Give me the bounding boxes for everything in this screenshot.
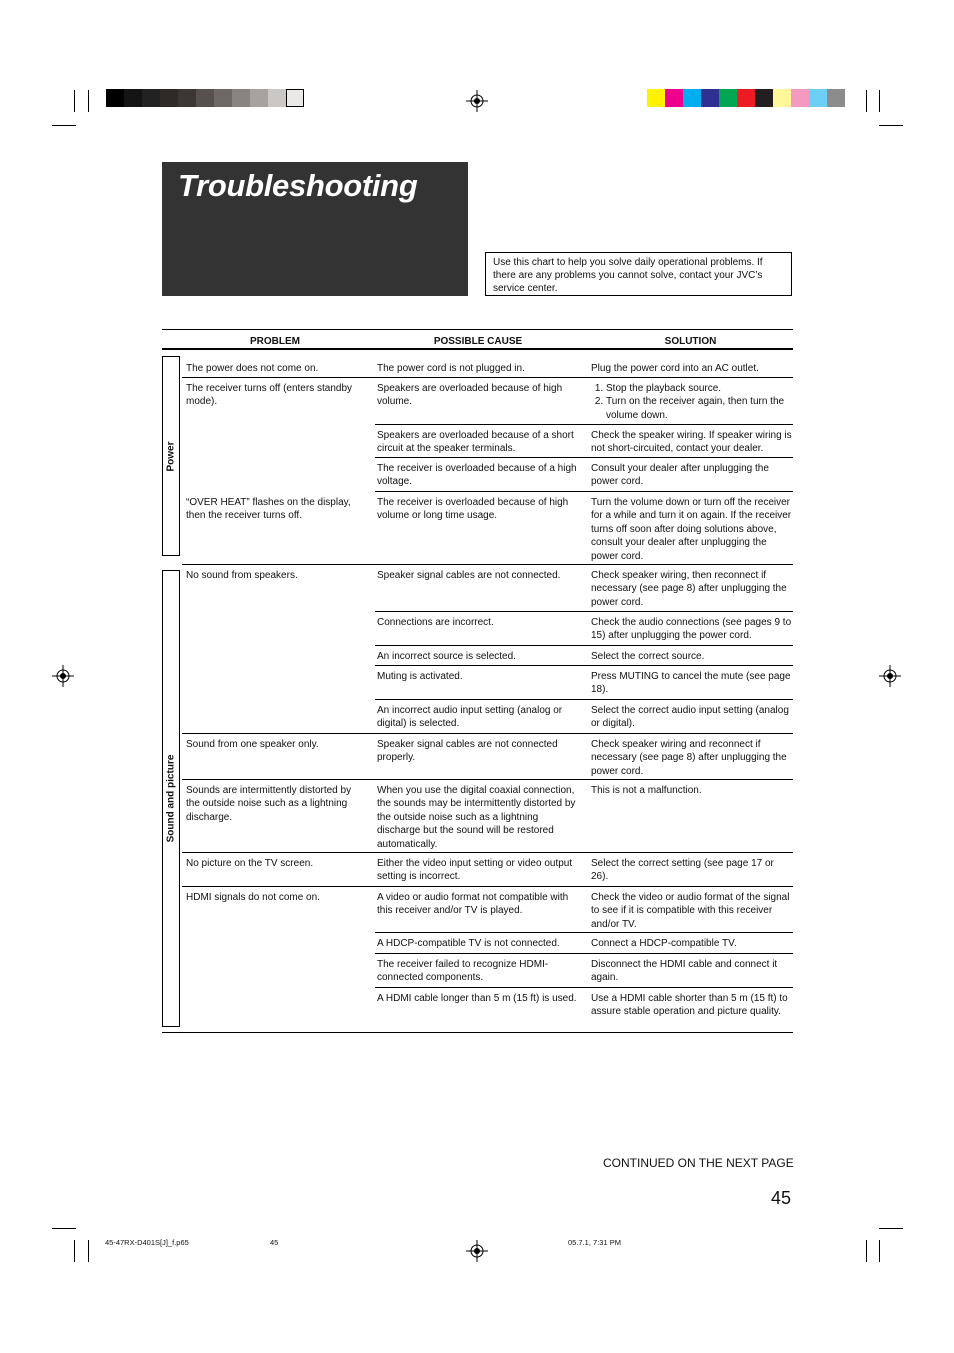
row-divider [375, 457, 793, 458]
color-swatch [773, 89, 791, 107]
solution-cell: Select the correct setting (see page 17 or 26). [591, 858, 774, 883]
color-swatch [142, 89, 160, 107]
registration-mark-icon [466, 90, 488, 112]
cause-cell: A HDMI cable longer than 5 m (15 ft) is used. [377, 993, 577, 1004]
row-divider [182, 886, 793, 887]
solution-cell: Consult your dealer after unplugging the power cord. [591, 463, 769, 488]
solution-cell: This is not a malfunction. [591, 785, 702, 796]
solution-cell: Plug the power cord into an AC outlet. [591, 363, 759, 374]
cause-cell: The receiver failed to recognize HDMI-connected components. [377, 959, 549, 984]
color-swatch [160, 89, 178, 107]
solution-cell: Use a HDMI cable shorter than 5 m (15 ft) to assure stable operation and picture quality. [591, 993, 788, 1018]
color-swatch [214, 89, 232, 107]
header-solution: SOLUTION [664, 336, 717, 347]
cause-cell: Speaker signal cables are not connected properly. [377, 739, 558, 764]
title-block [162, 162, 468, 296]
cause-cell: Connections are incorrect. [377, 617, 494, 628]
cause-cell: When you use the digital coaxial connection, the sounds may be intermittently distorted by the outside noise such as a lightning discharge but the sound will be restored automatically. [377, 785, 576, 850]
cause-cell: An incorrect source is selected. [377, 651, 516, 662]
color-swatch [286, 89, 304, 107]
group-divider [182, 564, 793, 565]
row-divider [375, 932, 793, 933]
solution-cell: Connect a HDCP-compatible TV. [591, 938, 737, 949]
group-power-label: Power [165, 440, 177, 472]
color-swatch [701, 89, 719, 107]
solution-cell: Check the video or audio format of the signal to see if it is compatible with this receiver and/or TV. [591, 892, 790, 930]
color-swatch [719, 89, 737, 107]
cause-cell: Either the video input setting or video output setting is incorrect. [377, 858, 573, 883]
solution-cell: Select the correct audio input setting (analog or digital). [591, 705, 789, 730]
cause-cell: An incorrect audio input setting (analog or digital) is selected. [377, 705, 563, 730]
solution-step: 2. Turn on the receiver again, then turn the volume down. [606, 395, 793, 422]
solution-cell: Select the correct source. [591, 651, 705, 662]
row-divider [375, 611, 793, 612]
footer-file: 45-47RX-D401S[J]_f.p65 [105, 1238, 189, 1247]
cause-cell: Muting is activated. [377, 671, 463, 682]
header-problem: PROBLEM [250, 336, 300, 347]
color-swatch [124, 89, 142, 107]
intro-box: Use this chart to help you solve daily operational problems. If there are any problems you cannot solve, contact your JVC’s service center. [485, 252, 792, 296]
solution-cell: Turn the volume down or turn off the receiver for a while and turn it on again. If the receiver turns off soon after doing solutions above, consult your dealer after unplugging the power cord. [591, 497, 792, 562]
color-swatch [250, 89, 268, 107]
solution-cell: Check speaker wiring and reconnect if necessary (see page 8) after unplugging the power cord. [591, 739, 787, 777]
problem-cell: Sounds are intermittently distorted by the outside noise such as a lightning discharge. [186, 785, 352, 823]
solution-step: 1. Stop the playback source. [606, 382, 793, 395]
troubleshooting-table [162, 329, 793, 350]
page-number: 45 [771, 1188, 792, 1208]
problem-cell: “OVER HEAT” flashes on the display, then the receiver turns off. [186, 497, 351, 522]
solution-cell: Check the speaker wiring. If speaker wiring is not short-circuited, contact your dealer. [591, 430, 792, 455]
problem-cell: No sound from speakers. [186, 570, 298, 581]
cause-cell: Speaker signal cables are not connected. [377, 570, 561, 581]
row-divider [375, 665, 793, 666]
cause-cell: The power cord is not plugged in. [377, 363, 525, 374]
color-bar [647, 89, 845, 107]
continued-note: CONTINUED ON THE NEXT PAGE [603, 1156, 794, 1170]
table-header [162, 329, 793, 350]
row-divider [182, 377, 793, 378]
row-divider [375, 645, 793, 646]
color-swatch [268, 89, 286, 107]
color-swatch [196, 89, 214, 107]
color-swatch [178, 89, 196, 107]
cause-cell: Speakers are overloaded because of a short circuit at the speaker terminals. [377, 430, 574, 455]
problem-cell: HDMI signals do not come on. [186, 892, 320, 903]
row-divider [375, 699, 793, 700]
cause-cell: A HDCP-compatible TV is not connected. [377, 938, 560, 949]
color-swatch [647, 89, 665, 107]
cause-cell: Speakers are overloaded because of high volume. [377, 383, 563, 408]
color-swatch [827, 89, 845, 107]
footer-page: 45 [270, 1238, 279, 1247]
problem-cell: Sound from one speaker only. [186, 739, 319, 750]
color-swatch [106, 89, 124, 107]
header-cause: POSSIBLE CAUSE [433, 336, 523, 347]
group-sound-and-picture-label: Sound and picture [165, 754, 177, 843]
row-divider [375, 987, 793, 988]
registration-mark-icon [879, 665, 901, 687]
table-bottom-rule [162, 1032, 793, 1033]
solution-cell: Press MUTING to cancel the mute (see page 18). [591, 671, 791, 696]
grayscale-bar [106, 89, 304, 107]
problem-cell: The receiver turns off (enters standby mode). [186, 383, 353, 408]
color-swatch [791, 89, 809, 107]
problem-cell: No picture on the TV screen. [186, 858, 314, 869]
row-divider [375, 491, 793, 492]
page-title: Troubleshooting [178, 168, 418, 203]
cause-cell: The receiver is overloaded because of a high voltage. [377, 463, 577, 488]
row-divider [182, 779, 793, 780]
color-swatch [755, 89, 773, 107]
solution-cell: Check the audio connections (see pages 9 to 15) after unplugging the power cord. [591, 617, 792, 642]
row-divider [182, 852, 793, 853]
problem-cell: The power does not come on. [186, 363, 319, 374]
solution-cell: Check speaker wiring, then reconnect if necessary (see page 8) after unplugging the power cord. [591, 570, 787, 608]
row-divider [182, 733, 793, 734]
cause-cell: A video or audio format not compatible with this receiver and/or TV is played. [377, 892, 569, 917]
footer-date: 05.7.1, 7:31 PM [568, 1238, 621, 1247]
color-swatch [809, 89, 827, 107]
registration-mark-icon [52, 665, 74, 687]
row-divider [375, 424, 793, 425]
color-swatch [665, 89, 683, 107]
solution-cell [591, 382, 793, 422]
registration-mark-icon [466, 1240, 488, 1262]
color-swatch [737, 89, 755, 107]
solution-cell: Disconnect the HDMI cable and connect it again. [591, 959, 778, 984]
row-divider [375, 953, 793, 954]
cause-cell: The receiver is overloaded because of high volume or long time usage. [377, 497, 569, 522]
color-swatch [232, 89, 250, 107]
color-swatch [683, 89, 701, 107]
